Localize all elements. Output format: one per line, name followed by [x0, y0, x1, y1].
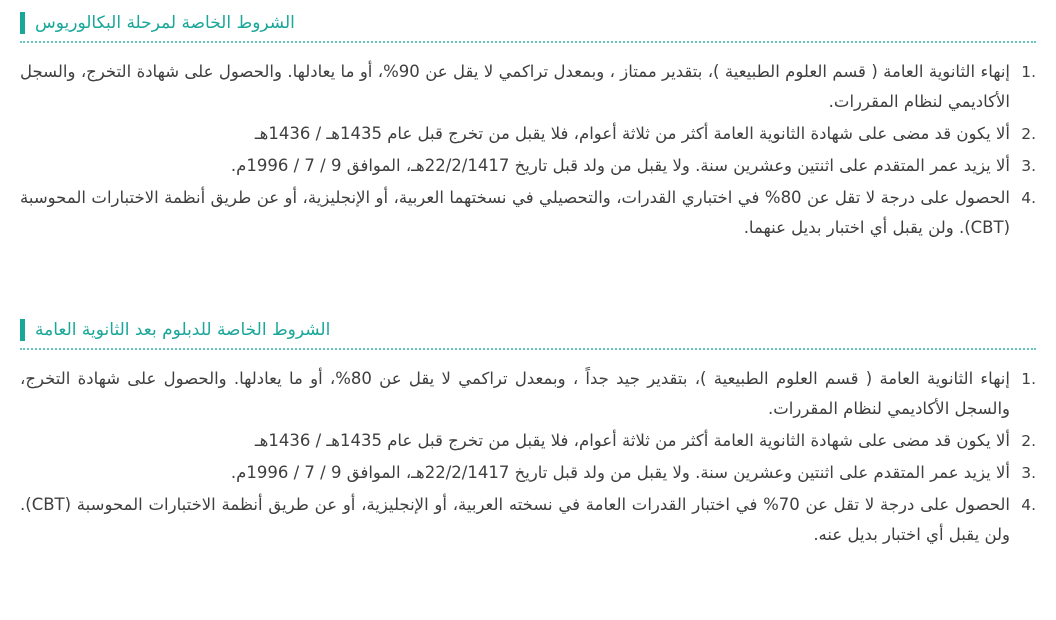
list-item: ألا يكون قد مضى على شهادة الثانوية العامة أكثر من ثلاثة أعوام، فلا يقبل من تخرج قبل عام 1435هـ / 1436هـ	[254, 124, 1010, 143]
list-item: ألا يزيد عمر المتقدم على اثنتين وعشرين سنة. ولا يقبل من ولد قبل تاريخ 22/2/1417هـ، الموافق 9 / 7 / 1996م.	[230, 156, 1010, 175]
section-bachelor-requirements	[0, 0, 1056, 243]
list-item: إنهاء الثانوية العامة ( قسم العلوم الطبيعية )، بتقدير جيد جداً ، وبمعدل تراكمي لا يقل عن 80%، أو ما يعادلها. والحصول على شهادة التخرج، والسجل الأكاديمي لنظام المقررات.	[20, 369, 1010, 418]
list-item: ألا يزيد عمر المتقدم على اثنتين وعشرين سنة. ولا يقبل من ولد قبل تاريخ 22/2/1417هـ، الموافق 9 / 7 / 1996م.	[230, 463, 1010, 482]
section-title: الشروط الخاصة لمرحلة البكالوريوس	[35, 13, 295, 33]
requirements-list	[20, 364, 1036, 550]
dotted-divider	[20, 348, 1036, 350]
section-header	[20, 319, 1036, 341]
list-item: ألا يكون قد مضى على شهادة الثانوية العامة أكثر من ثلاثة أعوام، فلا يقبل من تخرج قبل عام 1435هـ / 1436هـ	[254, 431, 1010, 450]
list-item: إنهاء الثانوية العامة ( قسم العلوم الطبيعية )، بتقدير ممتاز ، وبمعدل تراكمي لا يقل عن 90%، أو ما يعادلها. والحصول على شهادة التخرج، والسجل الأكاديمي لنظام المقررات.	[20, 62, 1011, 111]
section-diploma-requirements	[0, 319, 1056, 550]
section-header	[20, 12, 1036, 34]
accent-bar-icon	[20, 12, 25, 34]
dotted-divider	[20, 41, 1036, 43]
list-item: الحصول على درجة لا تقل عن 80% في اختباري القدرات، والتحصيلي في نسختهما العربية، أو الإنجليزية، أو عن طريق أنظمة الاختبارات المحوسبة (CBT). ولن يقبل أي اختبار بديل عنهما.	[20, 188, 1010, 237]
section-title: الشروط الخاصة للدبلوم بعد الثانوية العامة	[35, 320, 331, 340]
requirements-list	[20, 57, 1036, 243]
accent-bar-icon	[20, 319, 25, 341]
list-item: الحصول على درجة لا تقل عن 70% في اختبار القدرات العامة في نسخته العربية، أو الإنجليزية، أو عن طريق أنظمة الاختبارات المحوسبة (CBT). ولن يقبل أي اختبار بديل عنه.	[20, 495, 1011, 544]
section-spacer	[0, 245, 1056, 319]
